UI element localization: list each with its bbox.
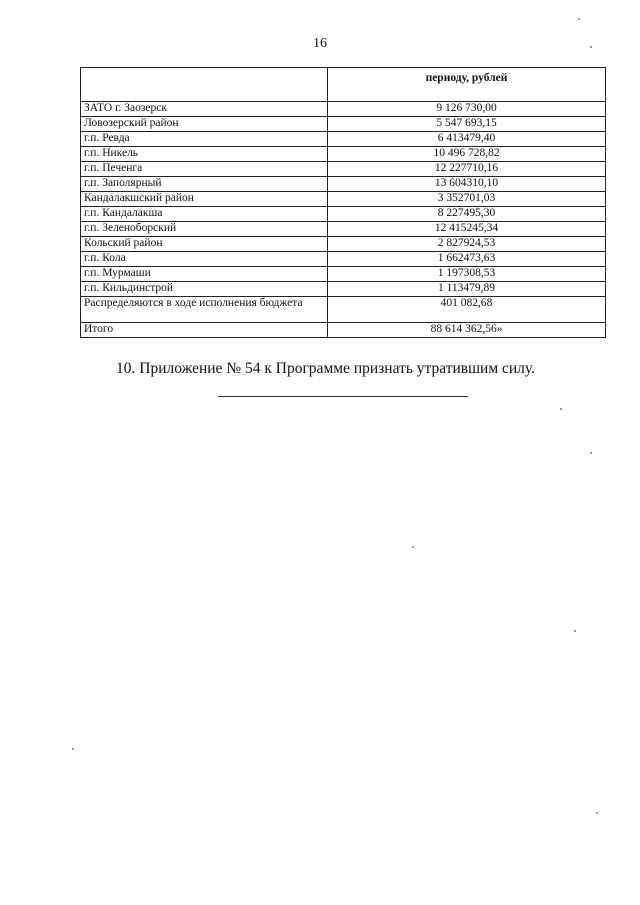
header-cell-name (81, 68, 328, 102)
row-value-cell: 5 547 693,15 (328, 117, 606, 132)
row-name-cell: г.п. Кильдинстрой (81, 282, 328, 297)
row-value-cell: 9 126 730,00 (328, 102, 606, 117)
table-row (81, 267, 606, 282)
row-name-cell: Ловозерский район (81, 117, 328, 132)
row-value-cell: 1 197308,53 (328, 267, 606, 282)
appendix-note: 10. Приложение № 54 к Программе признать утратившим силу. (116, 360, 535, 377)
scan-speck (412, 546, 414, 548)
row-value-cell: 10 496 728,82 (328, 147, 606, 162)
scan-speck (590, 452, 592, 454)
table-row (81, 147, 606, 162)
table-row (81, 192, 606, 207)
row-name-cell: Распределяются в ходе исполнения бюджета (81, 297, 328, 323)
row-value-cell: 12 415245,34 (328, 222, 606, 237)
header-cell-value: периоду, рублей (328, 68, 606, 102)
row-name-cell: ЗАТО г. Заозерск (81, 102, 328, 117)
row-value-cell: 3 352701,03 (328, 192, 606, 207)
table-row (81, 297, 606, 323)
page-number: 16 (313, 36, 327, 51)
table-row (81, 102, 606, 117)
table-row (81, 237, 606, 252)
scan-speck (574, 630, 576, 632)
row-name-cell: г.п. Кола (81, 252, 328, 267)
separator-line (218, 396, 468, 397)
scan-speck (590, 46, 592, 48)
table-header-row (81, 68, 606, 102)
table-row (81, 252, 606, 267)
row-name-cell: г.п. Кандалакша (81, 207, 328, 222)
row-name-cell: г.п. Мурмаши (81, 267, 328, 282)
table-row (81, 132, 606, 147)
row-value-cell: 401 082,68 (328, 297, 606, 323)
row-value-cell: 1 662473,63 (328, 252, 606, 267)
table-row (81, 162, 606, 177)
table-row (81, 177, 606, 192)
row-name-cell: Кольский район (81, 237, 328, 252)
row-name-cell: Кандалакшский район (81, 192, 328, 207)
table-row (81, 222, 606, 237)
scan-speck (560, 408, 562, 410)
table-row (81, 117, 606, 132)
table-row (81, 282, 606, 297)
total-value-cell: 88 614 362,56» (328, 323, 606, 338)
row-name-cell: г.п. Заполярный (81, 177, 328, 192)
scan-speck (72, 748, 74, 750)
scan-speck (596, 812, 598, 814)
row-name-cell: г.п. Зеленоборский (81, 222, 328, 237)
row-value-cell: 8 227495,30 (328, 207, 606, 222)
budget-table (80, 67, 606, 338)
row-value-cell: 2 827924,53 (328, 237, 606, 252)
scan-speck (578, 18, 580, 20)
table-row (81, 207, 606, 222)
row-name-cell: г.п. Никель (81, 147, 328, 162)
row-name-cell: г.п. Печенга (81, 162, 328, 177)
row-value-cell: 6 413479,40 (328, 132, 606, 147)
row-value-cell: 12 227710,16 (328, 162, 606, 177)
row-value-cell: 13 604310,10 (328, 177, 606, 192)
row-name-cell: г.п. Ревда (81, 132, 328, 147)
row-value-cell: 1 113479,89 (328, 282, 606, 297)
total-label-cell: Итого (81, 323, 328, 338)
table-total-row (81, 323, 606, 338)
